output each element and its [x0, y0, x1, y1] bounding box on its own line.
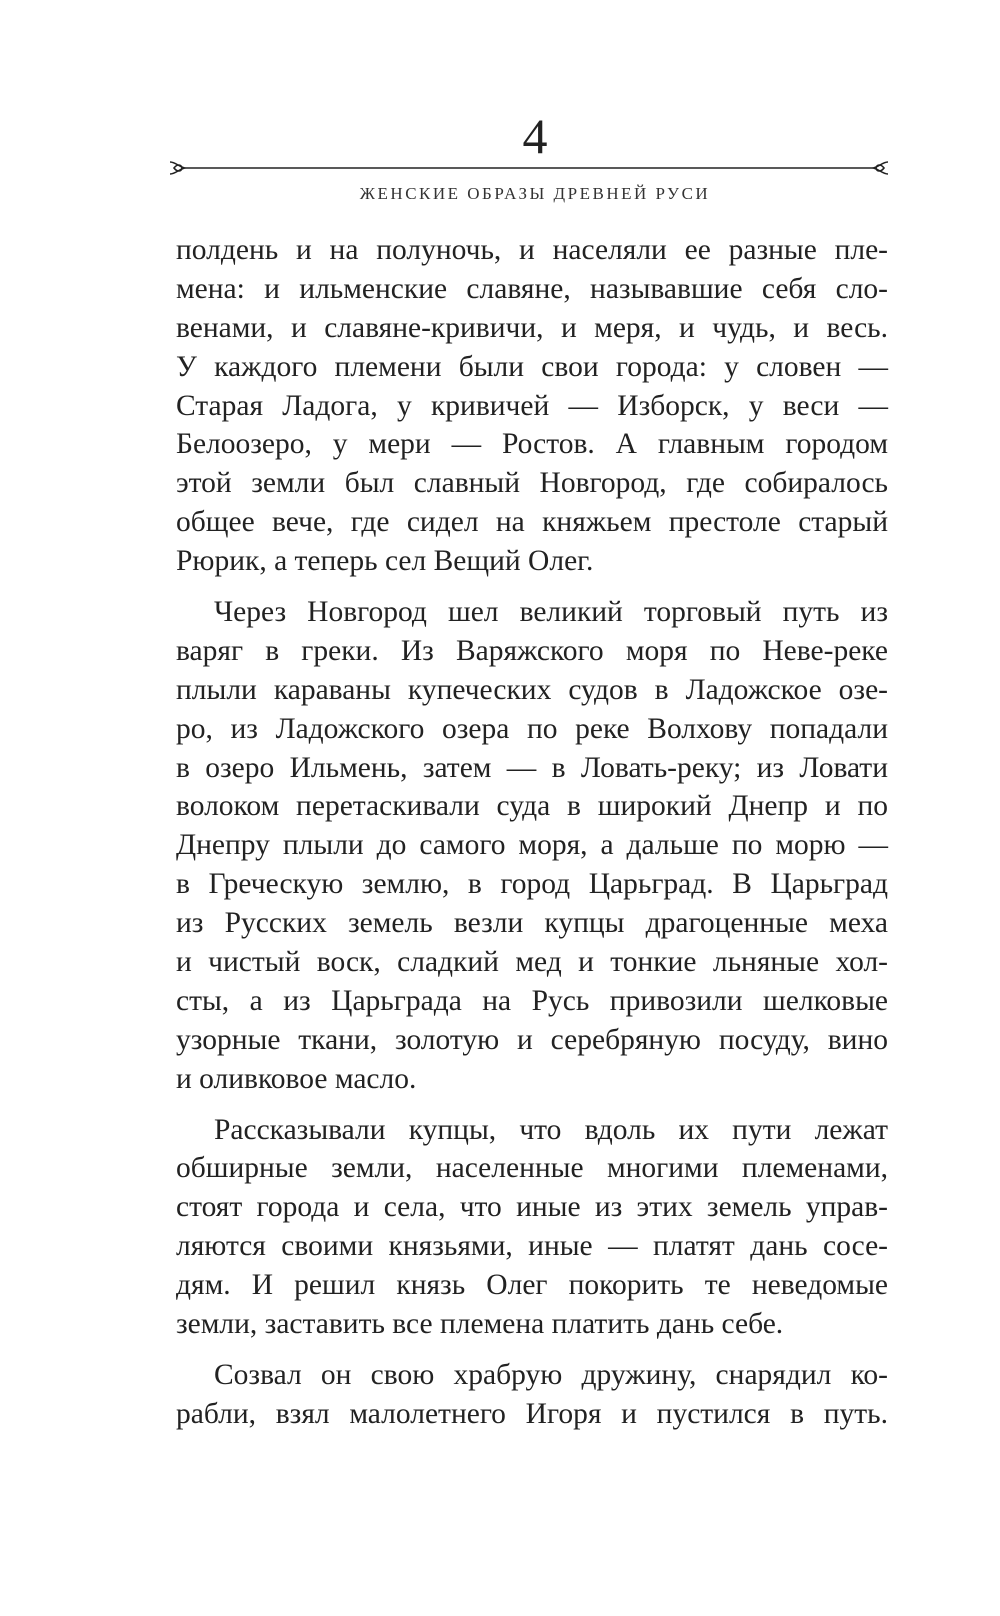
page-number: 4: [522, 108, 548, 164]
text-line: стоят города и села, что иные из этих земель управ-: [176, 1191, 888, 1224]
text-line: этой земли был славный Новгород, где собиралось: [176, 467, 888, 500]
paragraph-4: [176, 1356, 888, 1434]
text-line: Белоозеро, у мери — Ростов. А главным городом: [176, 428, 888, 461]
text-line: общее вече, где сидел на княжьем престоле старый: [176, 506, 888, 539]
text-line: У каждого племени были свои города: у словен —: [176, 350, 888, 383]
text-line: ляются своими князьями, иные — платят дань сосе-: [176, 1230, 888, 1263]
text-line: в Греческую землю, в город Царьград. В Царьград: [176, 868, 888, 901]
text-line: плыли караваны купеческих судов в Ладожское озе-: [176, 673, 888, 706]
text-line: дям. И решил князь Олег покорить те неведомые: [176, 1269, 888, 1302]
text-line: Созвал он свою храбрую дружину, снарядил ко-: [214, 1358, 888, 1391]
text-line: обширные земли, населенные многими племенами,: [176, 1152, 888, 1185]
text-line: ро, из Ладожского озера по реке Волхову попадали: [176, 712, 888, 745]
text-line: земли, заставить все племена платить дань себе.: [176, 1308, 784, 1341]
body-text: [176, 231, 888, 1446]
text-line: в озеро Ильмень, затем — в Ловать-реку; из Ловати: [176, 751, 888, 784]
text-line: Старая Ладога, у кривичей — Изборск, у веси —: [176, 389, 888, 422]
right-flourish-icon: [872, 162, 888, 174]
text-line: Рюрик, а теперь сел Вещий Олег.: [176, 545, 594, 578]
text-line: и чистый воск, сладкий мед и тонкие льняные хол-: [176, 946, 888, 979]
paragraph-2: [176, 593, 888, 1099]
text-line: Рассказывали купцы, что вдоль их пути лежат: [214, 1113, 888, 1146]
text-line: мена: и ильменские славяне, называвшие себя сло-: [176, 272, 888, 305]
text-line: узорные ткани, золотую и серебряную посуду, вино: [176, 1023, 888, 1056]
text-line: полдень и на полуночь, и населяли ее разные пле-: [176, 234, 888, 266]
ornamental-rule: [168, 157, 890, 179]
text-line: рабли, взял малолетнего Игоря и пустился в путь.: [176, 1397, 888, 1430]
paragraph-3: [176, 1111, 888, 1344]
text-line: и оливковое масло.: [176, 1062, 417, 1095]
text-line: волоком перетаскивали суда в широкий Днепр и по: [176, 790, 888, 823]
text-line: варяг в греки. Из Варяжского моря по Неве-реке: [176, 634, 888, 667]
left-flourish-icon: [170, 162, 186, 174]
text-line: Днепру плыли до самого моря, а дальше по морю —: [176, 829, 888, 862]
text-line: из Русских земель везли купцы драгоценные меха: [176, 907, 888, 940]
paragraph-1: [176, 231, 888, 581]
text-line: венами, и славяне-кривичи, и меря, и чудь, и весь.: [176, 311, 888, 344]
text-line: Через Новгород шел великий торговый путь из: [214, 596, 888, 629]
running-head: ЖЕНСКИЕ ОБРАЗЫ ДРЕВНЕЙ РУСИ: [359, 184, 711, 203]
text-line: сты, а из Царьграда на Русь привозили шелковые: [176, 984, 888, 1017]
